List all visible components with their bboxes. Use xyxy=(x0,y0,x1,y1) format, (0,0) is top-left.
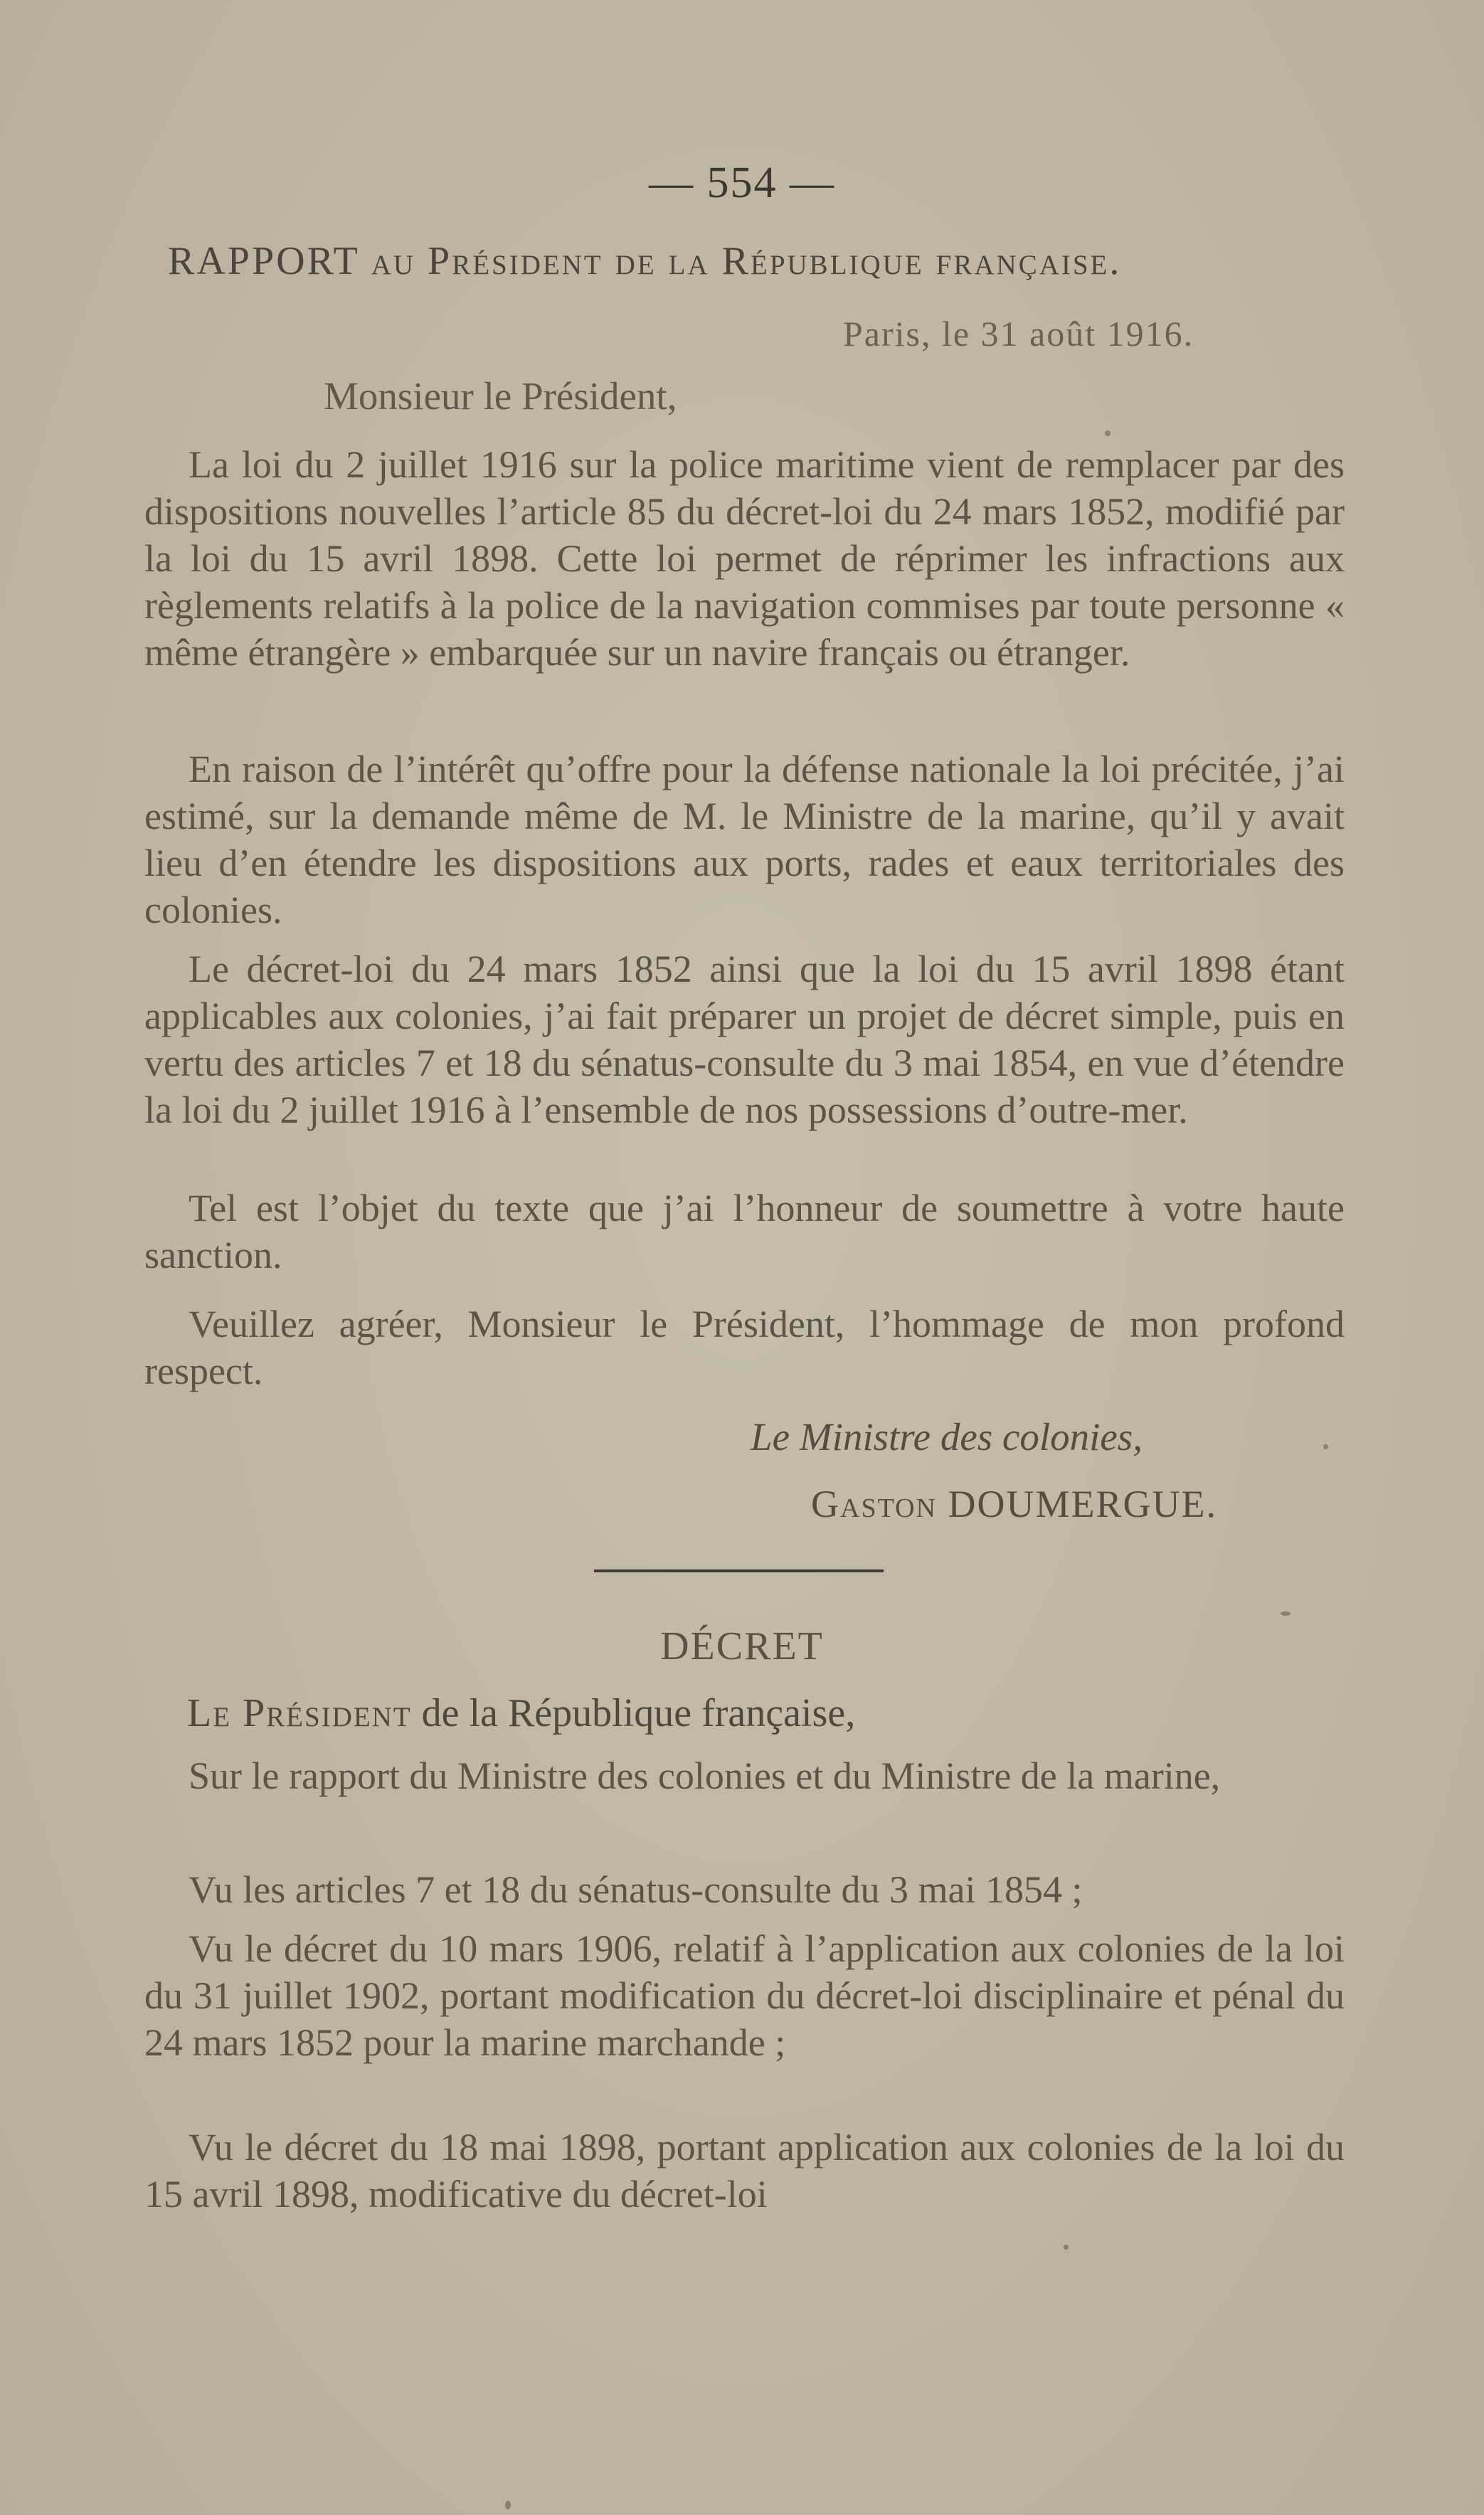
report-title-rest: au Président de la République française. xyxy=(371,239,1122,283)
paper-speck xyxy=(505,2501,511,2509)
decree-president-prefix: Le Président xyxy=(187,1691,412,1735)
paper-speck xyxy=(1105,430,1111,436)
report-paragraph-2: En raison de l’intérêt qu’offre pour la défense nationale la loi précitée, j’ai estimé, sur la demande même de M. le Ministre de la marine, qu’il y avait lieu d’en étendre les dispositions aux ports, rades et eaux territoriales des colonies. xyxy=(144,748,1345,931)
decree-title: DÉCRET xyxy=(660,1624,824,1668)
report-paragraph-4: Tel est l’objet du texte que j’ai l’honneur de soumettre à votre haute sanction. xyxy=(144,1187,1345,1276)
paper-speck xyxy=(1064,2245,1069,2250)
paper-speck xyxy=(1323,1444,1328,1449)
report-title-main: RAPPORT xyxy=(168,239,359,283)
signature-name: Gaston DOUMERGUE. xyxy=(811,1483,1217,1525)
paper-speck xyxy=(1281,1611,1290,1616)
report-paragraph-3: Le décret-loi du 24 mars 1852 ainsi que la loi du 15 avril 1898 étant applicables aux colonies, j’ai fait préparer un projet de décret simple, puis en vertu des articles 7 et 18 du sénatus-consulte du 3 mai 1854, en vue d’étendre la loi du 2 juillet 1916 à l’ensemble de nos possessions d’outre-mer. xyxy=(144,948,1345,1131)
salutation: Monsieur le Président, xyxy=(324,374,677,418)
decree-paragraph-3: Vu le décret du 10 mars 1906, relatif à l’application aux colonies de la loi du 31 juillet 1902, portant modification du décret-loi disciplinaire et pénal du 24 mars 1852 pour la marine marchande ; xyxy=(144,1927,1345,2064)
report-title xyxy=(168,238,1320,284)
page-number: — 554 — xyxy=(649,159,835,207)
section-divider xyxy=(594,1569,884,1572)
dateline: Paris, le 31 août 1916. xyxy=(843,314,1194,354)
decree-paragraph-2: Vu les articles 7 et 18 du sénatus-consulte du 3 mai 1854 ; xyxy=(189,1868,1083,1911)
decree-paragraph-4: Vu le décret du 18 mai 1898, portant application aux colonies de la loi du 15 avril 1898, modificative du décret-loi xyxy=(144,2126,1345,2215)
signature-role: Le Ministre des colonies, xyxy=(751,1415,1143,1458)
report-paragraph-1: La loi du 2 juillet 1916 sur la police maritime vient de remplacer par des dispositions nouvelles l’article 85 du décret-loi du 24 mars 1852, modifié par la loi du 15 avril 1898. Cette loi permet de réprimer les infractions aux règlements relatifs à la police de la navigation commises par toute personne « même étrangère » embarquée sur un navire français ou étranger. xyxy=(144,443,1345,674)
decree-president-line xyxy=(187,1690,855,1736)
decree-paragraph-1: Sur le rapport du Ministre des colonies et du Ministre de la marine, xyxy=(189,1754,1221,1797)
report-paragraph-5: Veuillez agréer, Monsieur le Président, l’hommage de mon profond respect. xyxy=(144,1303,1345,1392)
decree-president-rest: de la République française, xyxy=(411,1691,856,1735)
